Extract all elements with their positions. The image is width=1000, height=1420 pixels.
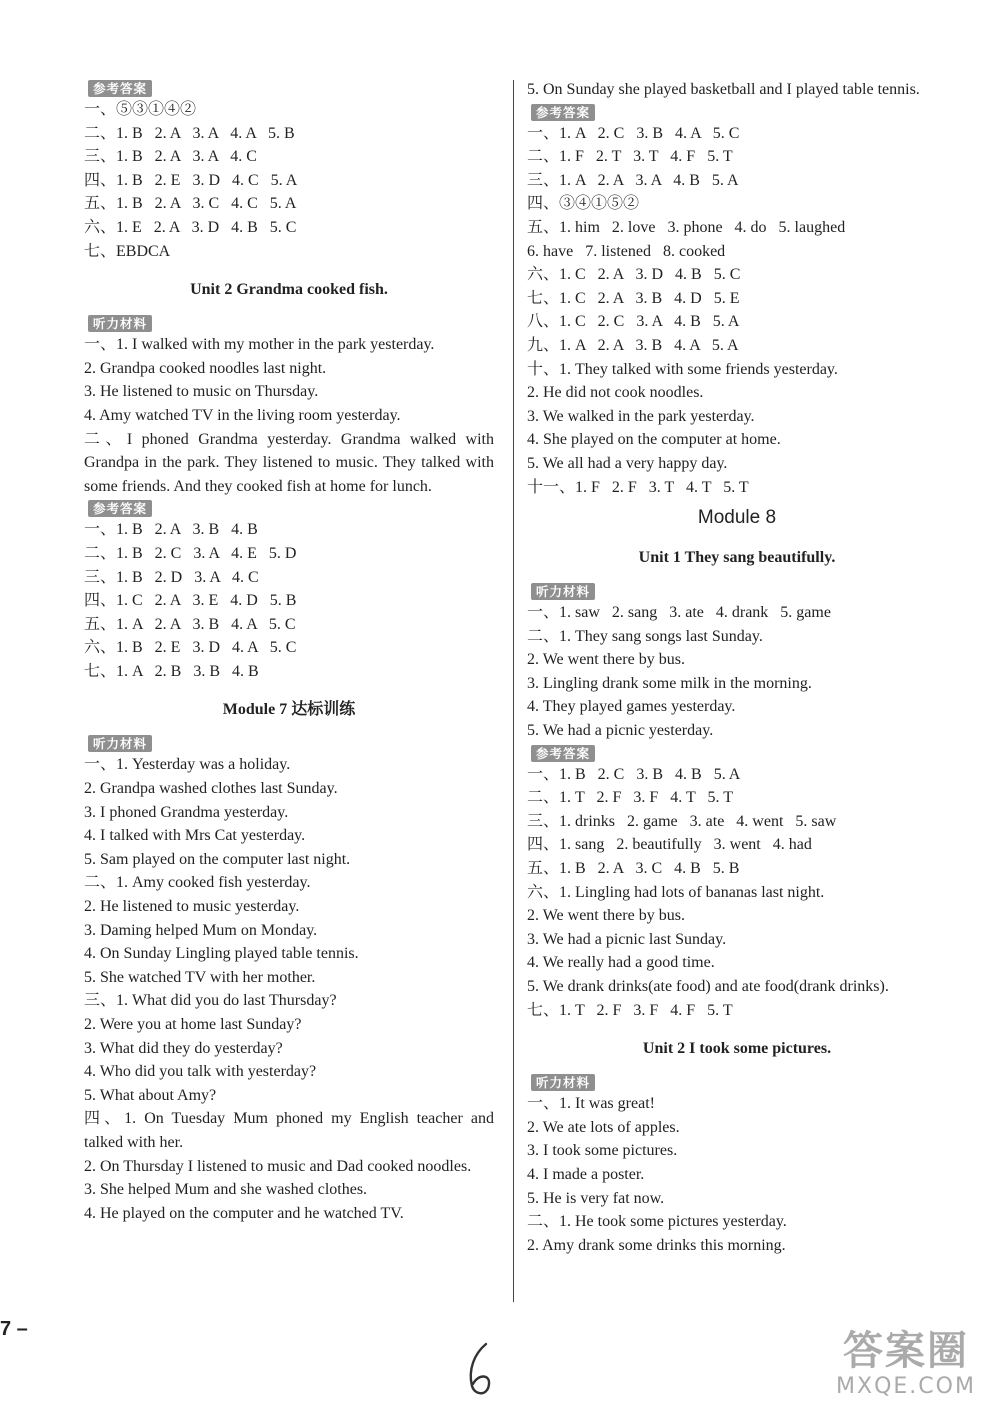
section-label-row bbox=[84, 733, 494, 753]
answer-line: 五、1. B 2. A 3. C 4. B 5. B bbox=[527, 860, 740, 878]
handwritten-page-mark bbox=[462, 1340, 502, 1400]
answer-line: 八、1. C 2. C 3. A 4. B 5. A bbox=[527, 313, 740, 331]
answer-line: 十一、1. F 2. F 3. T 4. T 5. T bbox=[527, 478, 749, 496]
answer-line: 四、1. B 2. E 3. D 4. C 5. A bbox=[84, 171, 298, 189]
answer-line: 2. We went there by bus. bbox=[527, 907, 685, 925]
answer-line: 2. He listened to music yesterday. bbox=[84, 898, 300, 916]
module-heading: Module 8 bbox=[697, 507, 777, 529]
answer-line: 3. He listened to music on Thursday. bbox=[84, 383, 319, 401]
answer-line: 四、1. C 2. A 3. E 4. D 5. B bbox=[84, 592, 297, 610]
answer-line: 二、1. B 2. A 3. A 4. A 5. B bbox=[84, 124, 295, 142]
answer-line: 3. Lingling drank some milk in the morning. bbox=[527, 674, 812, 692]
answer-line: 二、1. Amy cooked fish yesterday. bbox=[84, 874, 311, 892]
section-label-row bbox=[84, 313, 494, 333]
section-label-badge: 听力材料 bbox=[531, 1074, 595, 1091]
answer-line: 四、1. On Tuesday Mum phoned my English teacher and talked with her. bbox=[84, 1110, 494, 1151]
answer-line: 2. Were you at home last Sunday? bbox=[84, 1016, 302, 1033]
answer-line: 3. Daming helped Mum on Monday. bbox=[84, 921, 318, 939]
answer-line: 九、1. A 2. A 3. B 4. A 5. A bbox=[527, 336, 739, 354]
answer-line: 4. We really had a good time. bbox=[527, 954, 715, 972]
answer-line: 六、1. Lingling had lots of bananas last night. bbox=[527, 883, 825, 901]
answer-line: 一、1. B 2. C 3. B 4. B 5. A bbox=[527, 765, 741, 783]
answer-line: 五、1. A 2. A 3. B 4. A 5. C bbox=[84, 615, 296, 633]
answer-line: 一、1. Yesterday was a holiday. bbox=[84, 756, 291, 774]
answer-line: 五、1. him 2. love 3. phone 4. do 5. laughed bbox=[527, 218, 846, 236]
answer-line: 3. What did they do yesterday? bbox=[84, 1039, 283, 1057]
answer-line: 2. He did not cook noodles. bbox=[527, 384, 704, 402]
section-label-row bbox=[84, 498, 494, 518]
section-label-badge: 参考答案 bbox=[531, 745, 595, 762]
section-label-row bbox=[527, 743, 947, 763]
answer-line: 五、1. B 2. A 3. C 4. C 5. A bbox=[84, 195, 297, 213]
answer-line: 四、③④①⑤② bbox=[527, 195, 640, 213]
answer-line: 5. On Sunday she played basketball and I played table tennis. bbox=[527, 81, 920, 98]
answer-line: 七、EBDCA bbox=[84, 242, 171, 260]
section-label-badge: 参考答案 bbox=[88, 500, 152, 517]
unit-heading: Module 7 达标训练 bbox=[222, 701, 356, 719]
answer-line: 七、1. T 2. F 3. F 4. F 5. T bbox=[527, 1001, 733, 1019]
answer-line: 七、1. A 2. B 3. B 4. B bbox=[84, 662, 259, 680]
answer-line: 七、1. C 2. A 3. B 4. D 5. E bbox=[527, 289, 740, 307]
answer-line: 三、1. A 2. A 3. A 4. B 5. A bbox=[527, 171, 739, 189]
answer-line: 3. We had a picnic last Sunday. bbox=[527, 930, 727, 948]
answer-line: 六、1. C 2. A 3. D 4. B 5. C bbox=[527, 266, 741, 284]
answer-line: 六、1. B 2. E 3. D 4. A 5. C bbox=[84, 639, 297, 657]
answer-line: 三、1. B 2. A 3. A 4. C bbox=[84, 148, 257, 166]
section-label-badge: 参考答案 bbox=[88, 80, 152, 97]
answer-line: 5. She watched TV with her mother. bbox=[84, 968, 316, 986]
answer-line: 3. I phoned Grandma yesterday. bbox=[84, 803, 289, 821]
answer-line: 4. I talked with Mrs Cat yesterday. bbox=[84, 827, 306, 845]
answer-line: 十、1. They talked with some friends yesterday. bbox=[527, 360, 838, 378]
answer-line: 二、1. B 2. C 3. A 4. E 5. D bbox=[84, 544, 297, 562]
answer-line: 三、1. What did you do last Thursday? bbox=[84, 992, 337, 1010]
answer-line: 六、1. E 2. A 3. D 4. B 5. C bbox=[84, 218, 297, 236]
answer-line: 二、1. T 2. F 3. F 4. T 5. T bbox=[527, 789, 733, 807]
answer-line: 3. She helped Mum and she washed clothes. bbox=[84, 1181, 368, 1199]
answer-line: 5. What about Amy? bbox=[84, 1086, 217, 1104]
answer-line: 6. have 7. listened 8. cooked bbox=[527, 242, 726, 260]
answer-line: 4. He played on the computer and he watched TV. bbox=[84, 1204, 404, 1222]
answer-line: 4. Who did you talk with yesterday? bbox=[84, 1063, 317, 1081]
section-label-row bbox=[84, 78, 494, 98]
section-label-badge: 参考答案 bbox=[531, 104, 595, 121]
section-label-badge: 听力材料 bbox=[88, 315, 152, 332]
unit-heading: Unit 1 They sang beautifully. bbox=[638, 549, 836, 567]
answer-line: 5. We all had a very happy day. bbox=[527, 454, 728, 472]
unit-heading: Unit 2 Grandma cooked fish. bbox=[190, 281, 388, 299]
answer-line: 一、1. It was great! bbox=[527, 1095, 655, 1113]
answer-line: 4. On Sunday Lingling played table tennis. bbox=[84, 945, 359, 963]
answer-line: 四、1. sang 2. beautifully 3. went 4. had bbox=[527, 836, 812, 854]
answer-line: 4. They played games yesterday. bbox=[527, 698, 736, 716]
section-label-badge: 听力材料 bbox=[531, 583, 595, 600]
answer-line: 二、I phoned Grandma yesterday. Grandma walked with Grandpa in the park. They listened to music. They talked with some friends. And they cooked fish at home for lunch. bbox=[84, 430, 494, 495]
answer-line: 5. We drank drinks(ate food) and ate food(drank drinks). bbox=[527, 978, 889, 995]
answer-line: 5. He is very fat now. bbox=[527, 1189, 665, 1207]
answer-line: 一、⑤③①④② bbox=[84, 101, 197, 118]
right-column bbox=[527, 78, 947, 1257]
answer-line: 4. I made a poster. bbox=[527, 1165, 645, 1183]
answer-line: 2. On Thursday I listened to music and Dad cooked noodles. bbox=[84, 1157, 472, 1175]
section-label-row bbox=[527, 1072, 947, 1092]
answer-line: 3. I took some pictures. bbox=[527, 1142, 678, 1160]
unit-heading: Unit 2 I took some pictures. bbox=[642, 1040, 832, 1058]
left-column bbox=[84, 78, 494, 1225]
answer-line: 一、1. B 2. A 3. B 4. B bbox=[84, 521, 258, 539]
answer-line: 一、1. A 2. C 3. B 4. A 5. C bbox=[527, 124, 740, 142]
answer-line: 4. She played on the computer at home. bbox=[527, 431, 781, 449]
answer-line: 3. We walked in the park yesterday. bbox=[527, 407, 755, 425]
answer-line: 2. We went there by bus. bbox=[527, 651, 685, 669]
answer-line: 2. Grandpa cooked noodles last night. bbox=[84, 359, 327, 377]
answer-line: 5. Sam played on the computer last night. bbox=[84, 850, 351, 868]
watermark-logo bbox=[826, 1328, 986, 1412]
answer-line: 二、1. He took some pictures yesterday. bbox=[527, 1213, 787, 1231]
answer-line: 2. Amy drank some drinks this morning. bbox=[527, 1236, 786, 1254]
watermark-top-text: 答案圈 bbox=[843, 1328, 969, 1374]
section-label-row bbox=[527, 581, 947, 601]
answer-line: 三、1. drinks 2. game 3. ate 4. went 5. saw bbox=[527, 812, 837, 830]
section-label-badge: 听力材料 bbox=[88, 735, 152, 752]
answer-line: 二、1. They sang songs last Sunday. bbox=[527, 627, 763, 645]
page-number: 7 – bbox=[0, 1318, 28, 1340]
answer-line: 一、1. I walked with my mother in the park yesterday. bbox=[84, 336, 435, 354]
answer-line: 二、1. F 2. T 3. T 4. F 5. T bbox=[527, 148, 733, 166]
answer-line: 三、1. B 2. D 3. A 4. C bbox=[84, 568, 259, 586]
answer-line: 4. Amy watched TV in the living room yesterday. bbox=[84, 406, 401, 424]
watermark-bottom-text: MXQE.COM bbox=[836, 1374, 976, 1399]
section-label-row bbox=[527, 102, 947, 122]
answer-line: 5. We had a picnic yesterday. bbox=[527, 722, 714, 740]
answer-line: 一、1. saw 2. sang 3. ate 4. drank 5. game bbox=[527, 604, 831, 622]
column-divider bbox=[513, 80, 514, 1302]
answer-line: 2. We ate lots of apples. bbox=[527, 1118, 680, 1136]
answer-line: 2. Grandpa washed clothes last Sunday. bbox=[84, 780, 338, 798]
